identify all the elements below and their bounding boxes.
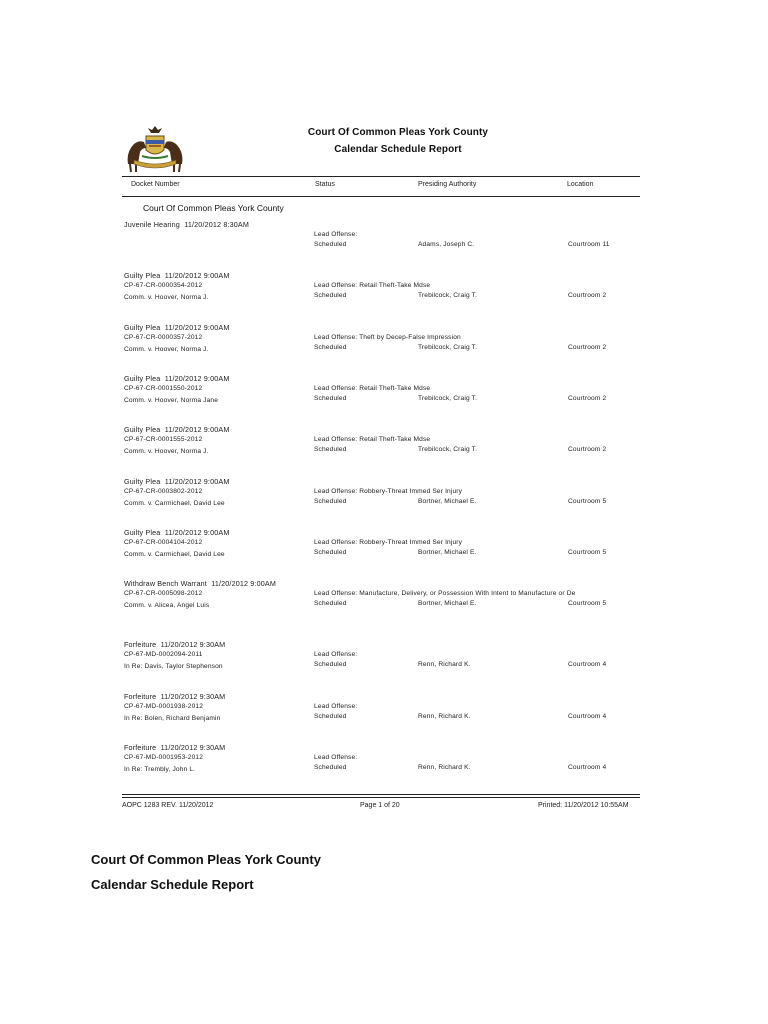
event-type: Forfeiture	[124, 743, 157, 752]
presiding-judge: Trebilcock, Craig T.	[418, 344, 478, 351]
presiding-judge: Renn, Richard K.	[418, 661, 471, 668]
status: Scheduled	[314, 395, 347, 402]
location: Courtroom 11	[568, 241, 610, 248]
lead-offense: Lead Offense:	[314, 754, 358, 761]
event-datetime: 11/20/2012 9:30AM	[160, 692, 226, 701]
event-type: Guilty Plea	[124, 271, 161, 280]
status: Scheduled	[314, 241, 347, 248]
presiding-judge: Renn, Richard K.	[418, 713, 471, 720]
presiding-judge: Adams, Joseph C.	[418, 241, 475, 248]
event-type: Guilty Plea	[124, 477, 161, 486]
presiding-judge: Renn, Richard K.	[418, 764, 471, 771]
event-header	[124, 528, 229, 537]
status: Scheduled	[314, 549, 347, 556]
case-caption: Comm. v. Alicea, Angel Luis	[124, 602, 210, 609]
presiding-judge: Trebilcock, Craig T.	[418, 292, 478, 299]
col-docket-number: Docket Number	[131, 181, 180, 188]
event-datetime: 11/20/2012 9:30AM	[160, 640, 226, 649]
event-type: Juvenile Hearing	[124, 220, 180, 229]
docket-number: CP-67-MD-0001953-2012	[124, 754, 204, 761]
case-caption: Comm. v. Hoover, Norma J.	[124, 346, 209, 353]
group-title: Court Of Common Pleas York County	[143, 203, 284, 213]
case-caption: Comm. v. Carmichael, David Lee	[124, 551, 225, 558]
presiding-judge: Bortner, Michael E.	[418, 600, 477, 607]
lead-offense: Lead Offense: Robbery-Threat Immed Ser Injury	[314, 539, 463, 546]
location: Courtroom 4	[568, 764, 607, 771]
header-bottom-rule	[122, 196, 640, 197]
col-presiding-authority: Presiding Authority	[418, 181, 477, 188]
bottom-title: Court Of Common Pleas York County	[91, 852, 321, 867]
status: Scheduled	[314, 446, 347, 453]
case-caption: Comm. v. Hoover, Norma J.	[124, 294, 209, 301]
lead-offense: Lead Offense: Manufacture, Delivery, or Possession With Intent to Manufacture or De	[314, 590, 576, 597]
calendar-entry	[0, 525, 768, 571]
event-header	[124, 692, 225, 701]
event-header	[124, 743, 225, 752]
calendar-entry	[0, 371, 768, 417]
case-caption: In Re: Davis, Taylor Stephenson	[124, 663, 223, 670]
location: Courtroom 2	[568, 446, 607, 453]
docket-number: CP-67-CR-0003802-2012	[124, 488, 203, 495]
event-header	[124, 271, 229, 280]
lead-offense: Lead Offense:	[314, 651, 358, 658]
location: Courtroom 5	[568, 549, 607, 556]
event-datetime: 11/20/2012 9:00AM	[164, 528, 230, 537]
status: Scheduled	[314, 661, 347, 668]
event-datetime: 11/20/2012 9:00AM	[164, 425, 230, 434]
event-datetime: 11/20/2012 9:00AM	[164, 477, 230, 486]
status: Scheduled	[314, 764, 347, 771]
footer-page-number: Page 1 of 20	[360, 802, 400, 809]
status: Scheduled	[314, 292, 347, 299]
event-header	[124, 220, 249, 229]
calendar-entry	[0, 474, 768, 520]
docket-number: CP-67-CR-0000357-2012	[124, 334, 203, 341]
bottom-subtitle: Calendar Schedule Report	[91, 877, 254, 892]
calendar-entry	[0, 422, 768, 468]
event-header	[124, 425, 229, 434]
calendar-entry	[0, 320, 768, 366]
event-datetime: 11/20/2012 8:30AM	[184, 220, 250, 229]
calendar-entry	[0, 268, 768, 314]
lead-offense: Lead Offense:	[314, 231, 358, 238]
report-subtitle: Calendar Schedule Report	[334, 144, 462, 155]
event-datetime: 11/20/2012 9:00AM	[164, 271, 230, 280]
event-datetime: 11/20/2012 9:00AM	[211, 579, 276, 588]
event-header	[124, 374, 229, 383]
presiding-judge: Bortner, Michael E.	[418, 498, 477, 505]
footer-printed: Printed: 11/20/2012 10:55AM	[538, 802, 629, 809]
report-title: Court Of Common Pleas York County	[307, 127, 489, 138]
presiding-judge: Trebilcock, Craig T.	[418, 446, 478, 453]
docket-number: CP-67-CR-0001550-2012	[124, 385, 203, 392]
header-top-rule	[122, 176, 640, 177]
lead-offense: Lead Offense:	[314, 703, 358, 710]
event-type: Guilty Plea	[124, 374, 161, 383]
status: Scheduled	[314, 713, 347, 720]
location: Courtroom 4	[568, 713, 607, 720]
event-header	[124, 640, 225, 649]
footer-form-id: AOPC 1283 REV. 11/20/2012	[122, 802, 214, 809]
calendar-entry	[0, 637, 768, 683]
docket-number: CP-67-MD-0001938-2012	[124, 703, 204, 710]
event-type: Guilty Plea	[124, 323, 161, 332]
docket-number: CP-67-CR-0001555-2012	[124, 436, 203, 443]
case-caption: In Re: Trembly, John L.	[124, 766, 196, 773]
event-header	[124, 477, 229, 486]
col-location: Location	[567, 181, 594, 188]
lead-offense: Lead Offense: Retail Theft-Take Mdse	[314, 385, 431, 392]
event-datetime: 11/20/2012 9:30AM	[160, 743, 226, 752]
event-type: Forfeiture	[124, 640, 157, 649]
case-caption: Comm. v. Carmichael, David Lee	[124, 500, 225, 507]
event-type: Guilty Plea	[124, 528, 161, 537]
case-caption: Comm. v. Hoover, Norma Jane	[124, 397, 219, 404]
location: Courtroom 2	[568, 344, 607, 351]
event-header	[124, 323, 229, 332]
calendar-entry	[0, 576, 768, 622]
calendar-entry	[0, 689, 768, 735]
col-status: Status	[315, 181, 335, 188]
calendar-entry	[0, 217, 768, 263]
event-datetime: 11/20/2012 9:00AM	[164, 323, 230, 332]
footer-rule-1	[122, 794, 640, 795]
event-header	[124, 579, 276, 588]
presiding-judge: Bortner, Michael E.	[418, 549, 477, 556]
docket-number: CP-67-CR-0005098-2012	[124, 590, 203, 597]
location: Courtroom 5	[568, 600, 607, 607]
event-type: Withdraw Bench Warrant	[124, 579, 207, 588]
location: Courtroom 2	[568, 292, 607, 299]
case-caption: In Re: Bolen, Richard Benjamin	[124, 715, 221, 722]
docket-number: CP-67-CR-0004104-2012	[124, 539, 203, 546]
docket-number: CP-67-MD-0002094-2011	[124, 651, 203, 658]
docket-number: CP-67-CR-0000354-2012	[124, 282, 203, 289]
status: Scheduled	[314, 600, 347, 607]
presiding-judge: Trebilcock, Craig T.	[418, 395, 478, 402]
event-type: Forfeiture	[124, 692, 157, 701]
event-type: Guilty Plea	[124, 425, 161, 434]
footer-rule-2	[122, 797, 640, 798]
status: Scheduled	[314, 344, 347, 351]
location: Courtroom 5	[568, 498, 607, 505]
location: Courtroom 4	[568, 661, 607, 668]
status: Scheduled	[314, 498, 347, 505]
location: Courtroom 2	[568, 395, 607, 402]
lead-offense: Lead Offense: Retail Theft-Take Mdse	[314, 282, 431, 289]
lead-offense: Lead Offense: Retail Theft-Take Mdse	[314, 436, 431, 443]
lead-offense: Lead Offense: Theft by Decep-False Impression	[314, 334, 461, 341]
lead-offense: Lead Offense: Robbery-Threat Immed Ser Injury	[314, 488, 463, 495]
event-datetime: 11/20/2012 9:00AM	[164, 374, 230, 383]
case-caption: Comm. v. Hoover, Norma J.	[124, 448, 209, 455]
calendar-entry	[0, 740, 768, 786]
